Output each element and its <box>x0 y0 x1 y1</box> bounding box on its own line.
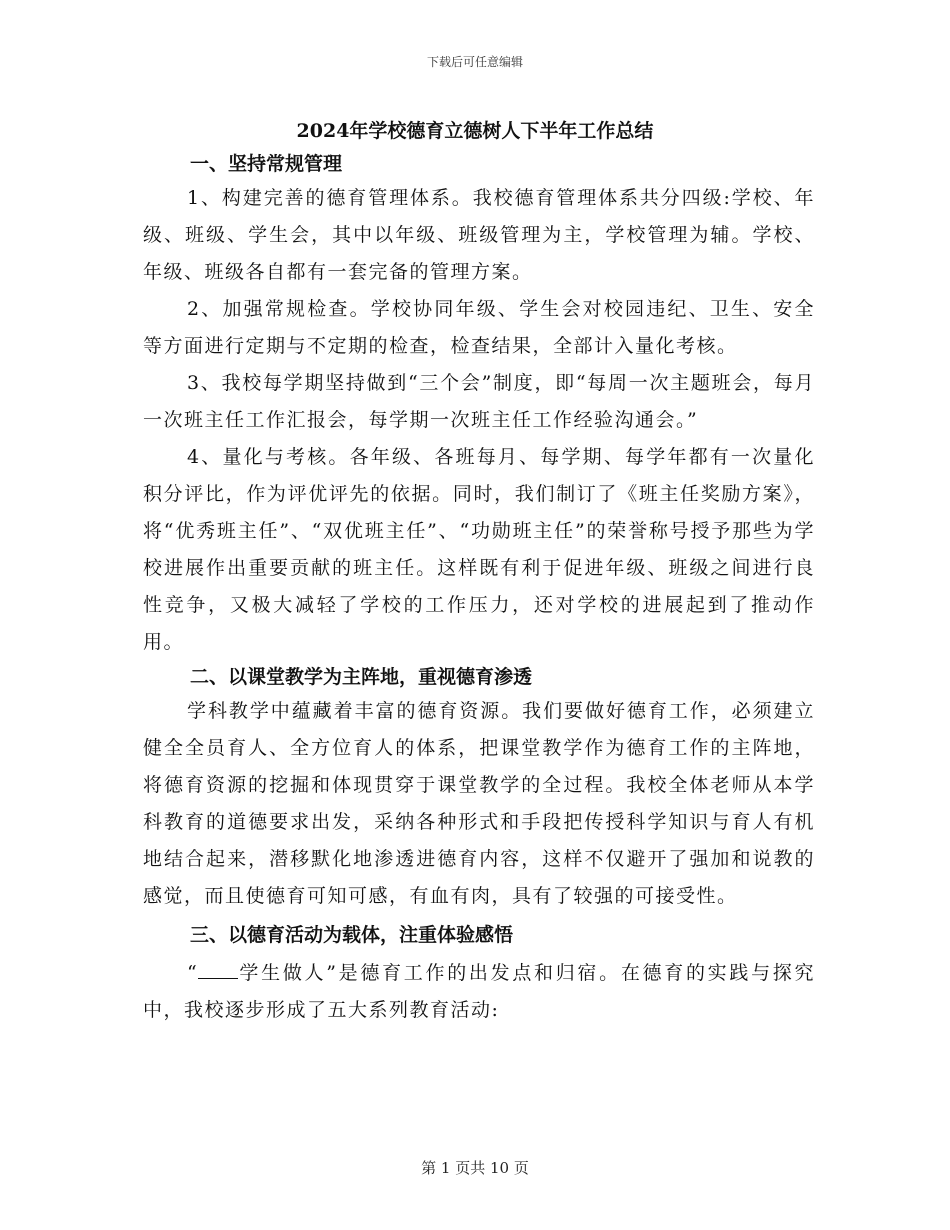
paragraph: 3、我校每学期坚持做到“三个会”制度，即“每周一次主题班会，每月一次班主任工作汇报会，每学期一次班主任工作经验沟通会。” <box>143 372 815 431</box>
document-title: 2024年学校德育立德树人下半年工作总结 <box>296 120 654 142</box>
paragraph-with-blank <box>143 955 815 1029</box>
header-note: 下载后可任意编辑 <box>426 55 523 69</box>
fill-in-blank <box>198 962 238 979</box>
paragraph: 2、加强常规检查。学校协同年级、学生会对校园违纪、卫生、安全等方面进行定期与不定期的检查，检查结果，全部计入量化考核。 <box>143 298 815 357</box>
section-heading-1: 一、坚持常规管理 <box>190 153 343 175</box>
paragraph: 学科教学中蕴藏着丰富的德育资源。我们要做好德育工作，必须建立健全全员育人、全方位育人的体系，把课堂教学作为德育工作的主阵地，将德育资源的挖掘和体现贯穿于课堂教学的全过程。我校全体老师从本学科教育的道德要求出发，采纳各种形式和手段把传授科学知识与育人有机地结合起来，潜移默化地渗透进德育内容，这样不仅避开了强加和说教的感觉，而且使德育可知可感，有血有肉，具有了较强的可接受性。 <box>143 700 815 907</box>
paragraph-text: 学生做人”是德育工作的出发点和归宿。在德育的实践与探究中，我校逐步形成了五大系列教育活动: <box>143 962 815 1021</box>
paragraph: 4、量化与考核。各年级、各班每月、每学期、每学年都有一次量化积分评比，作为评优评先的依据。同时，我们制订了《班主任奖励方案》，将“优秀班主任”、“双优班主任”、“功勋班主任”的荣誉称号授予那些为学校进展作出重要贡献的班主任。这样既有利于促进年级、班级之间进行良性竞争，又极大减轻了学校的工作压力，还对学校的进展起到了推动作用。 <box>143 446 815 653</box>
section-heading-2: 二、以课堂教学为主阵地，重视德育渗透 <box>190 666 533 688</box>
paragraph: 1、构建完善的德育管理体系。我校德育管理体系共分四级:学校、年级、班级、学生会，其中以年级、班级管理为主，学校管理为辅。学校、年级、班级各自都有一套完备的管理方案。 <box>143 187 815 283</box>
open-quote: “ <box>187 962 199 984</box>
section-heading-3: 三、以德育活动为载体，注重体验感悟 <box>190 924 514 946</box>
page-footer: 第 1 页共 10 页 <box>421 1159 529 1177</box>
document-body <box>143 148 815 1029</box>
